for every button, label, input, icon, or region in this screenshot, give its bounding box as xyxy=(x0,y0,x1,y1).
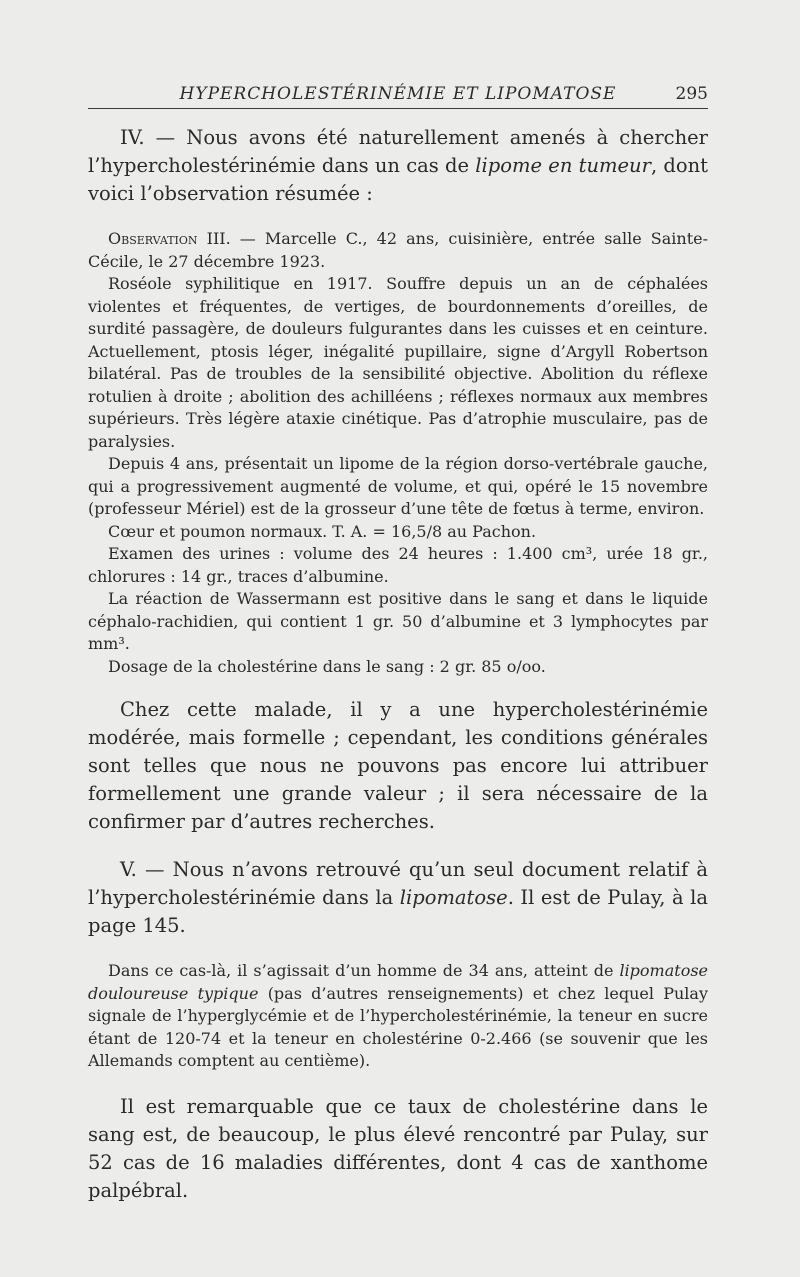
observation-paragraph-4: Examen des urines : volume des 24 heures : 1.400 cm³, urée 18 gr., chlorures : 14 gr., traces d’albumine. xyxy=(88,544,708,586)
observation-paragraph-1: Roséole syphilitique en 1917. Souffre depuis un an de céphalées violentes et fréquentes, de vertiges, de bourdonnements d’oreilles, de surdité passagère, de douleurs fulgurantes dans les cuisses et en ceinture. Actuellement, ptosis léger, inégalité pupillaire, signe d’Argyll Robertson bilatéral. Pas de troubles de la sensibilité objective. Abolition du réflexe rotulien à droite ; abolition des achilléens ; réflexes normaux aux membres supérieurs. Très légère ataxie cinétique. Pas d’atrophie musculaire, pas de paralysies. xyxy=(88,274,708,451)
pulay-case-emphasis: lipomatose douloureuse typique xyxy=(88,961,708,1003)
observation-paragraph-3: Cœur et poumon normaux. T. A. = 16,5/8 au Pachon. xyxy=(108,521,537,541)
section-v-lead: V. — Nous n’avons retrouvé qu’un seul document relatif à l’hypercholestérinémie dans la xyxy=(88,858,708,909)
observation-label: Observation III. xyxy=(108,229,231,248)
pulay-case-paragraph xyxy=(88,960,708,1073)
pulay-case-tail: (pas d’autres renseignements) et chez lequel Pulay signale de l’hyperglycémie et de l’hypercholestérinémie, la teneur en sucre étant de 120-74 et la teneur en cholestérine 0-2.466 (se souvenir que les Allemands comptent au centième). xyxy=(88,983,709,1070)
observation-header-text: — Marcelle C., 42 ans, cuisinière, entrée salle Sainte-Cécile, le 27 décembre 1923. xyxy=(88,229,709,271)
running-title: HYPERCHOLESTÉRINÉMIE ET LIPOMATOSE xyxy=(179,84,617,104)
section-v-emphasis: lipomatose xyxy=(399,886,508,909)
intro-emphasis: lipome en tumeur xyxy=(475,154,651,177)
page-body xyxy=(88,124,708,1205)
observation-paragraph-6: Dosage de la cholestérine dans le sang : 2 gr. 85 o/oo. xyxy=(108,656,546,676)
page-number: 295 xyxy=(675,84,708,104)
section-v-paragraph xyxy=(88,856,708,940)
observation-paragraph-2: Depuis 4 ans, présentait un lipome de la région dorso-vertébrale gauche, qui a progressivement augmenté de volume, et qui, opéré le 15 novembre (professeur Mériel) est de la grosseur d’une tête de fœtus à terme, environ. xyxy=(88,454,708,518)
commentary-paragraph: Chez cette malade, il y a une hypercholestérinémie modérée, mais formelle ; cependant, les conditions générales sont telles que nous ne pouvons pas encore lui attribuer formellement une grande valeur ; il sera nécessaire de la confirmer par d’autres recherches. xyxy=(88,698,708,833)
observation-paragraph-5: La réaction de Wassermann est positive dans le sang et dans le liquide céphalo-rachidien, qui contient 1 gr. 50 d’albumine et 3 lymphocytes par mm³. xyxy=(88,589,708,653)
section-v-tail: . Il est de Pulay, à la page 145. xyxy=(88,886,708,937)
page-header xyxy=(88,84,708,109)
intro-paragraph xyxy=(88,124,708,208)
observation-header xyxy=(88,228,708,273)
pulay-case-lead: Dans ce cas-là, il s’agissait d’un homme de 34 ans, atteint de xyxy=(108,961,620,980)
final-paragraph: Il est remarquable que ce taux de cholestérine dans le sang est, de beaucoup, le plus élevé rencontré par Pulay, sur 52 cas de 16 maladies différentes, dont 4 cas de xanthome palpébral. xyxy=(88,1094,708,1202)
intro-tail: , dont voici l’observation résumée : xyxy=(88,154,709,205)
intro-lead: IV. — Nous avons été naturellement amenés à chercher l’hypercholestérinémie dans un cas de xyxy=(88,126,708,177)
